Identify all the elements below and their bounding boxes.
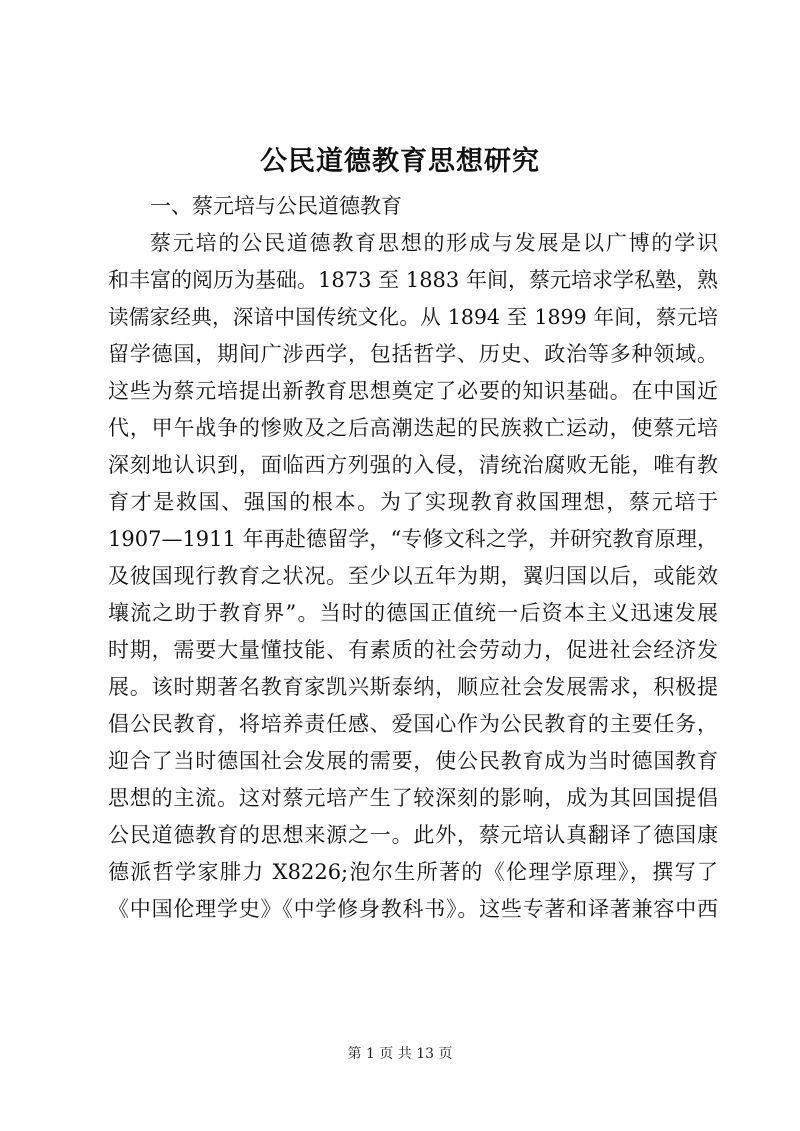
paragraph-line: 时期，需要大量懂技能、有素质的社会劳动力，促进社会经济发: [108, 638, 718, 662]
paragraph-line: 倡公民教育，将培养责任感、爱国心作为公民教育的主要任务，: [108, 712, 718, 736]
paragraph-line: 公民道德教育的思想来源之一。此外，蔡元培认真翻译了德国康: [108, 823, 718, 847]
document-body: [108, 188, 718, 928]
paragraph-line: 代，甲午战争的惨败及之后高潮迭起的民族救亡运动，使蔡元培: [108, 416, 718, 440]
paragraph-line: 1907—1911 年再赴德留学，“专修文科之学，并研究教育原理，: [108, 527, 718, 551]
paragraph-line: 这些为蔡元培提出新教育思想奠定了必要的知识基础。在中国近: [108, 379, 718, 403]
paragraph-line: 《中国伦理学史》《中学修身教科书》。这些专著和译著兼容中西: [108, 897, 718, 921]
paragraph-line: 和丰富的阅历为基础。1873 至 1883 年间，蔡元培求学私塾，熟: [108, 268, 718, 292]
paragraph-line: 及彼国现行教育之状况。至少以五年为期，翼归国以后，或能效: [108, 564, 718, 588]
paragraph-line: 壤流之助于教育界”。当时的德国正值统一后资本主义迅速发展: [108, 601, 718, 625]
document-title: 公民道德教育思想研究: [260, 146, 540, 177]
paragraph-line: 迎合了当时德国社会发展的需要，使公民教育成为当时德国教育: [108, 749, 718, 773]
paragraph-line: 深刻地认识到，面临西方列强的入侵，清统治腐败无能，唯有教: [108, 453, 718, 477]
paragraph-line: 展。该时期著名教育家凯兴斯泰纳，顺应社会发展需求，积极提: [108, 675, 718, 699]
paragraph-line: 蔡元培的公民道德教育思想的形成与发展是以广博的学识: [150, 231, 718, 255]
paragraph-line: 育才是救国、强国的根本。为了实现教育救国理想，蔡元培于: [108, 490, 718, 514]
paragraph-line: 读儒家经典，深谙中国传统文化。从 1894 至 1899 年间，蔡元培: [108, 305, 718, 329]
section-heading: 一、蔡元培与公民道德教育: [150, 194, 402, 218]
paragraph-line: 德派哲学家腓力 X8226;泡尔生所著的《伦理学原理》，撰写了: [108, 860, 718, 884]
paragraph-line: 留学德国，期间广涉西学，包括哲学、历史、政治等多种领域。: [108, 342, 718, 366]
page-number-footer: 第 1 页 共 13 页: [347, 1046, 453, 1062]
paragraph-line: 思想的主流。这对蔡元培产生了较深刻的影响，成为其回国提倡: [108, 786, 718, 810]
